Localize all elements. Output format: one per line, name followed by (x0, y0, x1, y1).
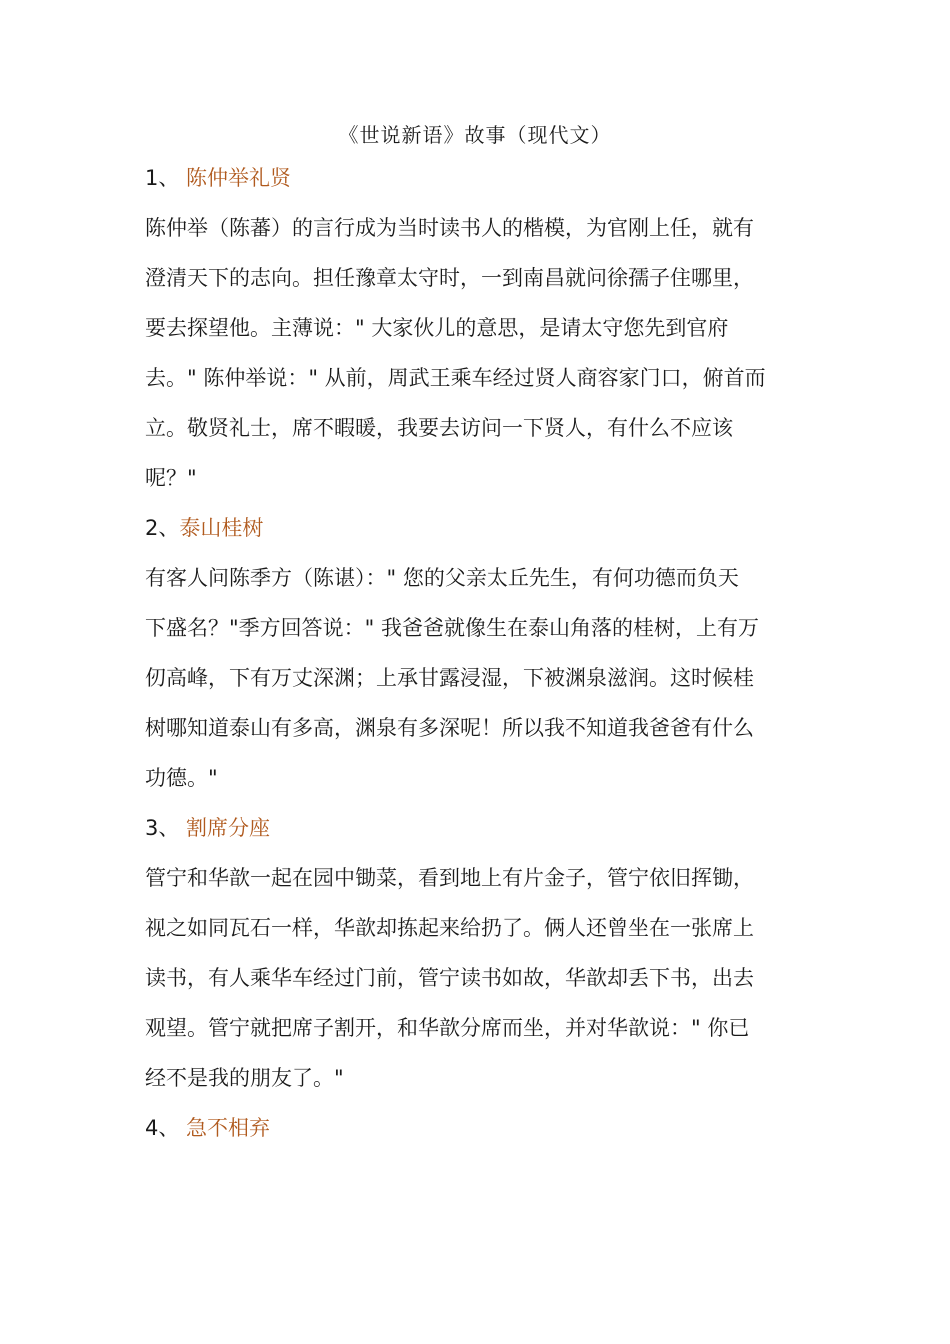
section-number: 4、 (145, 1116, 187, 1140)
section-number: 1、 (145, 166, 187, 190)
text-line: 下盛名？"季方回答说：" 我爸爸就像生在泰山角落的桂树，上有万 (145, 616, 759, 640)
text-line: 观望。管宁就把席子割开，和华歆分席而坐，并对华歆说：" 你已 (145, 1016, 750, 1040)
text-line: 陈仲举（陈蕃）的言行成为当时读书人的楷模，为官刚上任，就有 (145, 216, 754, 240)
document-body (145, 153, 810, 1153)
text-line: 有客人问陈季方（陈谌）：" 您的父亲太丘先生，有何功德而负天 (145, 566, 739, 590)
section-title: 割席分座 (186, 816, 271, 840)
text-line: 呢？" (145, 466, 197, 490)
text-line: 管宁和华歆一起在园中锄菜，看到地上有片金子，管宁依旧挥锄， (145, 866, 754, 890)
text-line: 树哪知道泰山有多高，渊泉有多深呢！所以我不知道我爸爸有什么 (145, 716, 754, 740)
document-title: 《世说新语》故事（现代文） (338, 123, 612, 147)
text-line: 要去探望他。主薄说：" 大家伙儿的意思，是请太守您先到官府 (145, 316, 729, 340)
text-line: 经不是我的朋友了。" (145, 1066, 344, 1090)
section-heading-3 (145, 803, 810, 853)
text-line: 视之如同瓦石一样，华歆却拣起来给扔了。俩人还曾坐在一张席上 (145, 916, 754, 940)
section-heading-1 (145, 153, 810, 203)
text-line: 去。" 陈仲举说：" 从前，周武王乘车经过贤人商容家门口，俯首而 (145, 366, 766, 390)
section-body-2 (145, 553, 810, 803)
text-line: 澄清天下的志向。担任豫章太守时，一到南昌就问徐孺子住哪里， (145, 266, 754, 290)
text-line: 读书，有人乘华车经过门前，管宁读书如故，华歆却丢下书，出去 (145, 966, 754, 990)
section-body-1 (145, 203, 810, 503)
text-line: 仞高峰，下有万丈深渊；上承甘露浸湿，下被渊泉滋润。这时候桂 (145, 666, 754, 690)
text-line: 功德。" (145, 766, 218, 790)
section-body-3 (145, 853, 810, 1103)
section-heading-4 (145, 1103, 810, 1153)
section-title: 陈仲举礼贤 (186, 166, 292, 190)
text-line: 立。敬贤礼士，席不暇暖，我要去访问一下贤人，有什么不应该 (145, 416, 733, 440)
section-number: 3、 (145, 816, 187, 840)
section-title: 泰山桂树 (179, 516, 264, 540)
section-heading-2 (145, 503, 810, 553)
section-number: 2、 (145, 516, 180, 540)
section-title: 急不相弃 (186, 1116, 271, 1140)
